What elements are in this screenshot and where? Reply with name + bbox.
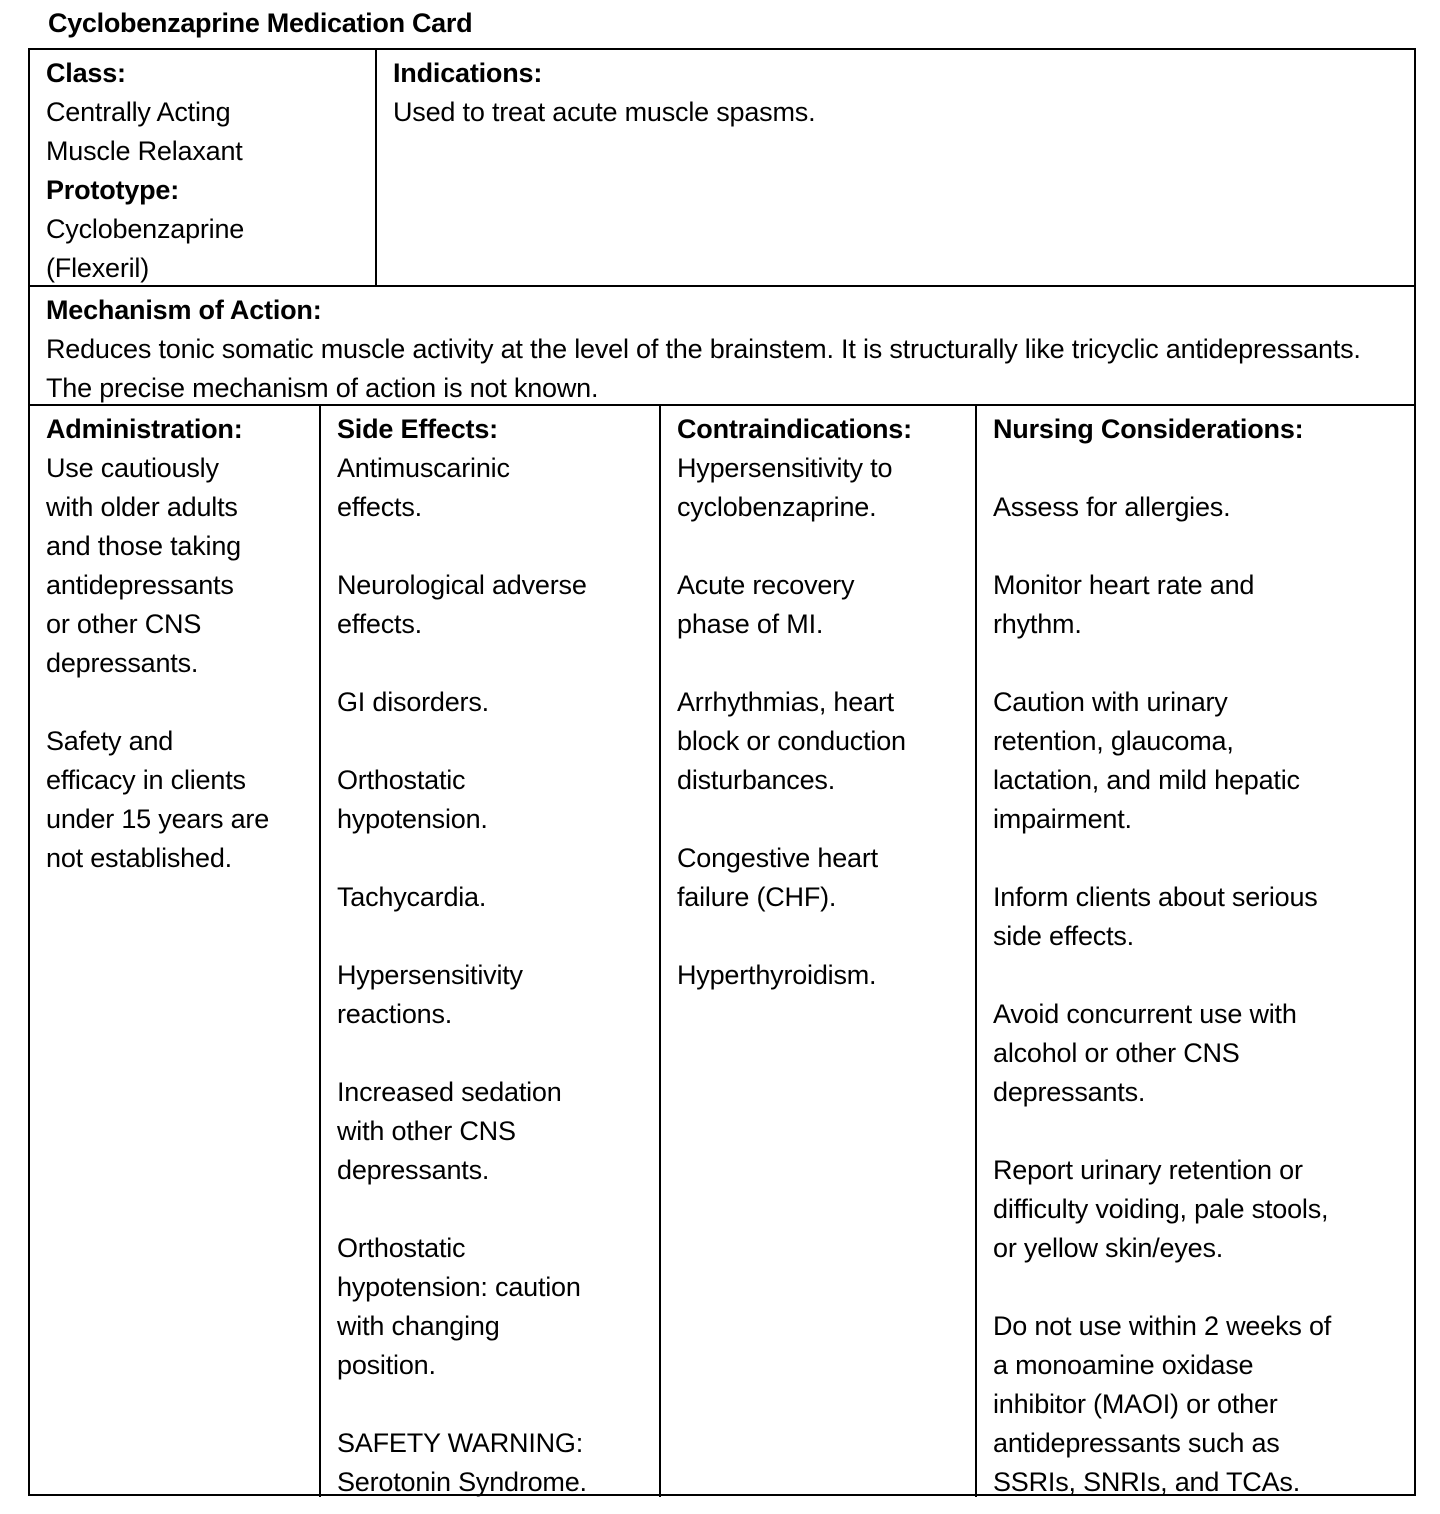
mechanism-value: Reduces tonic somatic muscle activity at the level of the brainstem. It is structurally like tricyclic antidepressants. The precise mechanism of action is not known. xyxy=(46,334,1361,403)
class-cell xyxy=(30,50,375,286)
list-item: Avoid concurrent use with alcohol or other CNS depressants. xyxy=(993,999,1297,1107)
list-item: Arrhythmias, heart block or conduction disturbances. xyxy=(677,687,906,795)
list-item: Orthostatic hypotension. xyxy=(337,765,488,834)
list-item: Do not use within 2 weeks of a monoamine oxidase inhibitor (MAOI) or other antidepressants such as SSRIs, SNRIs, and TCAs. xyxy=(993,1311,1332,1497)
list-item: Increased sedation with other CNS depressants. xyxy=(337,1077,562,1185)
list-item: Tachycardia. xyxy=(337,882,487,912)
list-item: SAFETY WARNING: Serotonin Syndrome. xyxy=(337,1428,587,1497)
mechanism-cell xyxy=(30,287,1416,405)
side-effects-list xyxy=(337,449,659,1502)
indications-cell xyxy=(377,50,1416,286)
list-item: Antimuscarinic effects. xyxy=(337,453,510,522)
list-item: Monitor heart rate and rhythm. xyxy=(993,570,1255,639)
list-item: Assess for allergies. xyxy=(993,492,1231,522)
contraindications-list xyxy=(677,449,975,995)
list-item: Report urinary retention or difficulty voiding, pale stools, or yellow skin/eyes. xyxy=(993,1155,1329,1263)
list-item: Congestive heart failure (CHF). xyxy=(677,843,878,912)
prototype-value: Cyclobenzaprine (Flexeril) xyxy=(46,214,245,283)
class-label: Class: xyxy=(46,58,126,88)
administration-list xyxy=(46,449,319,878)
side-effects-label: Side Effects: xyxy=(337,414,498,444)
class-value: Centrally Acting Muscle Relaxant xyxy=(46,97,243,166)
administration-cell xyxy=(30,406,319,878)
nursing-label: Nursing Considerations: xyxy=(993,414,1304,444)
list-item: Hypersensitivity to cyclobenzaprine. xyxy=(677,453,893,522)
contraindications-cell xyxy=(661,406,975,995)
list-item: Hypersensitivity reactions. xyxy=(337,960,523,1029)
indications-label: Indications: xyxy=(393,58,543,88)
list-item: Orthostatic hypotension: caution with changing position. xyxy=(337,1233,581,1380)
contraindications-label: Contraindications: xyxy=(677,414,912,444)
nursing-list xyxy=(993,449,1416,1502)
prototype-label: Prototype: xyxy=(46,175,180,205)
list-item: Caution with urinary retention, glaucoma, lactation, and mild hepatic impairment. xyxy=(993,687,1300,834)
administration-label: Administration: xyxy=(46,414,243,444)
list-item: Hyperthyroidism. xyxy=(677,960,877,990)
list-item: Neurological adverse effects. xyxy=(337,570,587,639)
list-item: Use cautiously with older adults and those taking antidepressants or other CNS depressants. xyxy=(46,453,241,678)
page-title: Cyclobenzaprine Medication Card xyxy=(48,8,473,38)
list-item: GI disorders. xyxy=(337,687,489,717)
indications-value: Used to treat acute muscle spasms. xyxy=(393,97,816,127)
list-item: Safety and efficacy in clients under 15 years are not established. xyxy=(46,726,270,873)
list-item: Inform clients about serious side effects. xyxy=(993,882,1318,951)
side-effects-cell xyxy=(321,406,659,1502)
medication-card-table xyxy=(28,48,1416,1496)
mechanism-label: Mechanism of Action: xyxy=(46,295,322,325)
nursing-cell xyxy=(977,406,1416,1502)
list-item: Acute recovery phase of MI. xyxy=(677,570,855,639)
